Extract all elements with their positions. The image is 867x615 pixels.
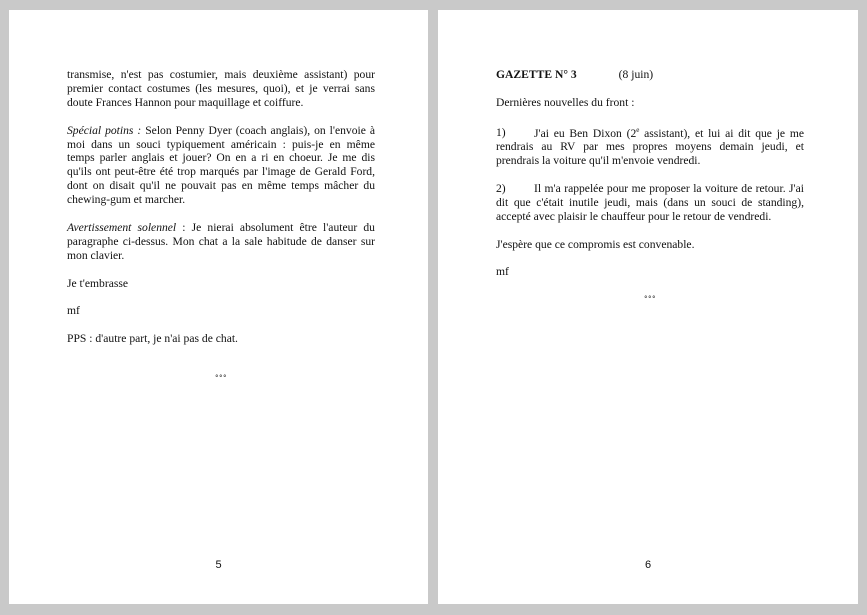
paragraph-embrasse: Je t'embrasse — [67, 276, 129, 290]
signature-left: mf — [67, 304, 80, 318]
list-item-2 — [496, 182, 804, 224]
gazette-title: GAZETTE N° 3 — [496, 68, 577, 81]
gazette-header — [496, 68, 804, 82]
page-right — [438, 10, 858, 604]
list-item-1-text-b: assistant), et lui ai dit que je me rendrais au RV par mes propres moyens demain jeudi, et prendrais la voiture qu'il m'envoie vendredi. — [496, 126, 805, 168]
list-item-1-superscript: e — [636, 125, 640, 134]
avertissement-heading: Avertissement solennel — [67, 220, 177, 234]
special-potins-heading: Spécial potins : — [67, 123, 142, 137]
list-item-1-text-a: J'ai eu Ben Dixon (2 — [534, 126, 637, 140]
paragraph-closing: J'espère que ce compromis est convenable. — [496, 237, 695, 251]
page-number-left: 5 — [215, 559, 222, 571]
signature-right: mf — [496, 265, 509, 279]
special-potins-text: Selon Penny Dyer (coach anglais), on l'envoie à moi dans un souci typiquement américain : puis-je en même temps parler anglais et jouer? On en a ri en choeur. Je me dis qu'ils ont peut-être été trop marqués par l'image de Gerald Ford, dont on disait qu'il ne pouvait pas en même temps mâcher du chewing-gum et marcher. — [67, 123, 375, 207]
page-right-content — [496, 68, 804, 307]
paragraph-pps: PPS : d'autre part, je n'ai pas de chat. — [67, 332, 238, 346]
page-number-right: 6 — [644, 559, 652, 571]
list-item-2-number: 2) — [496, 182, 506, 196]
list-item-2-text: Il m'a rappelée pour me proposer la voiture de retour. J'ai dit que c'était inutile jeudi, mais (dans un souci de standing), accepté avec plaisir le chauffeur pour le retour de vendredi. — [496, 182, 804, 223]
paragraph-avertissement — [67, 221, 375, 263]
separator-left: °°° — [215, 374, 227, 383]
paragraph-special-potins — [67, 124, 375, 207]
page-left — [9, 10, 428, 604]
paragraph-costumes: transmise, n'est pas costumier, mais deuxième assistant) pour premier contact costumes (les mesures, quoi), et je verrai sans doute Frances Hannon pour maquillage et coiffure. — [67, 68, 375, 109]
separator-right: °°° — [644, 295, 656, 304]
list-item-1-number: 1) — [496, 126, 506, 140]
avertissement-text: : Je nierai absolument être l'auteur du paragraphe ci-dessus. Mon chat a la sale habitude de danser sur mon clavier. — [67, 220, 375, 262]
paragraph-intro: Dernières nouvelles du front : — [496, 95, 635, 109]
list-item-1 — [496, 124, 804, 169]
page-left-content — [67, 68, 375, 386]
gazette-date: (8 juin) — [618, 68, 654, 81]
